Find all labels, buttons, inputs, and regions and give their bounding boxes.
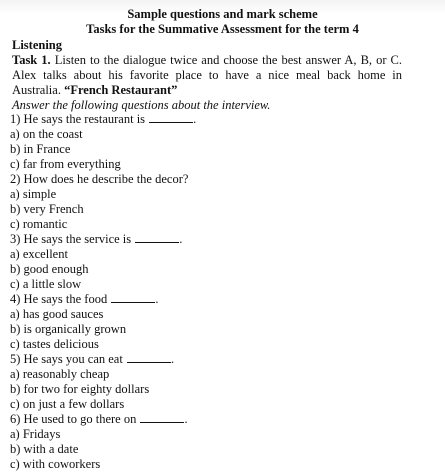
task-text: Listen to the dialogue twice and choose the best answer A, B, or C. Alex talks about his favorite place to have a nice meal back home in Australia. <box>12 53 402 97</box>
answer-blank <box>149 112 193 123</box>
answer-blank <box>140 412 184 423</box>
option-6c: c) with coworkers <box>10 457 101 471</box>
question-end: . <box>193 112 197 126</box>
question-end: . <box>184 412 188 426</box>
question-end: . <box>179 232 183 246</box>
answer-blank <box>135 232 179 243</box>
question-4 <box>10 292 196 307</box>
question-list <box>10 112 196 472</box>
answer-blank <box>127 352 171 363</box>
task-bold-title: “French Restaurant” <box>64 83 178 97</box>
option-1a: a) on the coast <box>10 127 83 141</box>
question-prompt: 4) He says the food <box>10 292 108 306</box>
question-prompt: 2) How does he describe the decor? <box>10 172 189 186</box>
option-5a: a) reasonably cheap <box>10 367 110 381</box>
task-instruction: Answer the following questions about the interview. <box>12 98 271 112</box>
task-label: Task 1. <box>12 53 51 67</box>
option-6a: a) Fridays <box>10 427 61 441</box>
question-prompt: 5) He says you can eat <box>10 352 123 366</box>
question-1 <box>10 112 196 127</box>
question-3 <box>10 232 196 247</box>
option-2c: c) romantic <box>10 217 68 231</box>
document-subtitle: Tasks for the Summative Assessment for the term 4 <box>86 22 359 36</box>
option-2a: a) simple <box>10 187 57 201</box>
option-4c: c) tastes delicious <box>10 337 99 351</box>
task-description <box>12 53 402 98</box>
question-6 <box>10 412 196 427</box>
question-prompt: 1) He says the restaurant is <box>10 112 146 126</box>
option-6b: b) with a date <box>10 442 79 456</box>
question-prompt: 6) He used to go there on <box>10 412 137 426</box>
question-end: . <box>155 292 159 306</box>
option-4a: a) has good sauces <box>10 307 104 321</box>
option-1c: c) far from everything <box>10 157 121 171</box>
option-4b: b) is organically grown <box>10 322 127 336</box>
question-end: . <box>170 352 175 366</box>
answer-blank <box>111 292 155 303</box>
option-1b: b) in France <box>10 142 71 156</box>
option-2b: b) very French <box>10 202 84 216</box>
option-3a: a) excellent <box>10 247 68 261</box>
question-5 <box>10 352 196 367</box>
option-3b: b) good enough <box>10 262 89 276</box>
question-prompt: 3) He says the service is <box>10 232 132 246</box>
section-heading: Listening <box>12 38 63 52</box>
option-5c: c) on just a few dollars <box>10 397 125 411</box>
question-2 <box>10 172 196 187</box>
option-3c: c) a little slow <box>10 277 82 291</box>
document-title: Sample questions and mark scheme <box>127 7 318 21</box>
option-5b: b) for two for eighty dollars <box>10 382 150 396</box>
